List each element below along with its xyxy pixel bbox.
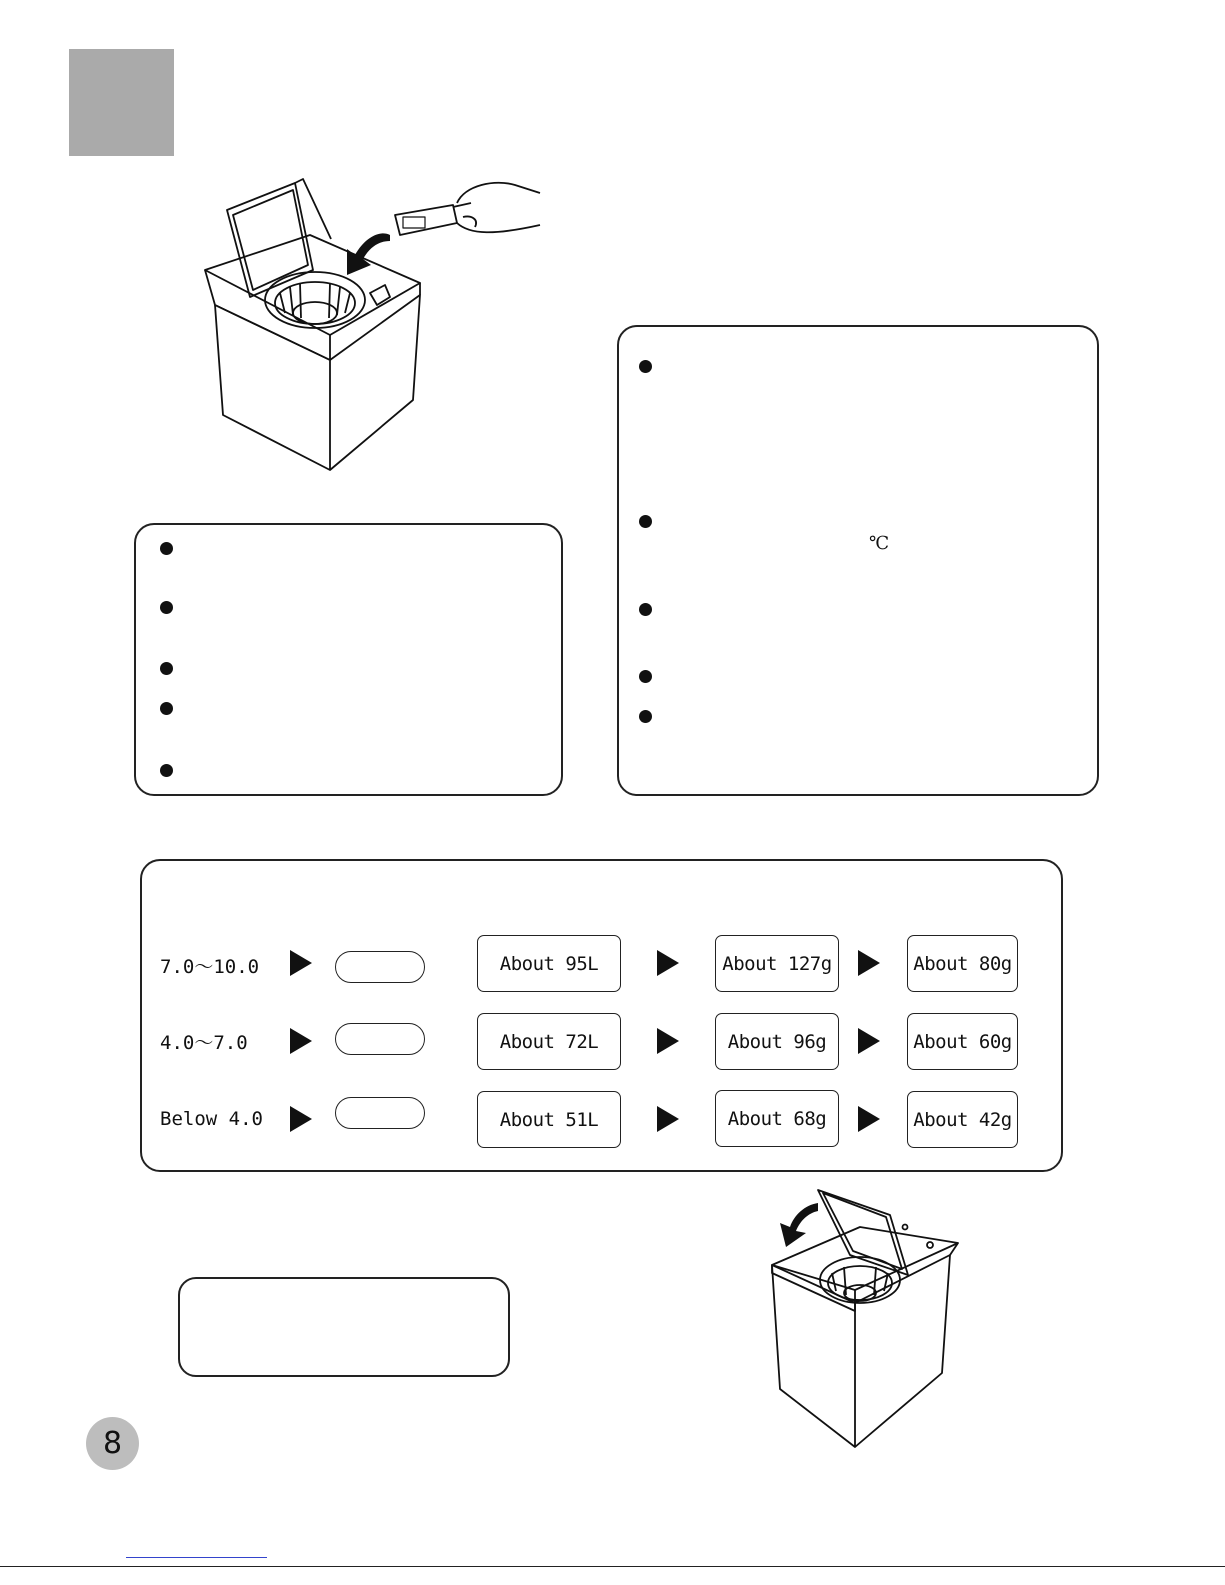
temperature-unit: ℃: [869, 533, 890, 554]
washer-adding-detergent-illustration: [195, 175, 545, 475]
water-volume-cell: About 51L: [477, 1091, 621, 1148]
bullet-3: [639, 603, 652, 616]
arrow-right-icon: [290, 1028, 312, 1054]
water-level-pill: [335, 1023, 425, 1055]
bottom-note-panel: [178, 1277, 510, 1377]
water-level-pill: [335, 1097, 425, 1129]
hardness-value: 4.0～7.0: [160, 1032, 248, 1054]
arrow-right-icon: [858, 1106, 880, 1132]
bullet-4: [160, 702, 173, 715]
arrow-right-icon: [858, 1028, 880, 1054]
water-volume-cell: About 72L: [477, 1013, 621, 1070]
hardness-value: Below 4.0: [160, 1108, 263, 1130]
bullet-1: [639, 360, 652, 373]
washer-closing-lid-illustration: [760, 1175, 970, 1455]
bullet-3: [160, 662, 173, 675]
bullet-5: [639, 710, 652, 723]
arrow-right-icon: [858, 950, 880, 976]
detergent-amount-cell: About 68g: [715, 1090, 839, 1147]
footer-link-underline: [126, 1557, 267, 1558]
softener-amount-cell: About 80g: [907, 935, 1018, 992]
detergent-amount-cell: About 127g: [715, 935, 839, 992]
footer-rule: [0, 1566, 1225, 1567]
arrow-right-icon: [657, 1106, 679, 1132]
bullet-5: [160, 764, 173, 777]
detergent-amount-cell: About 96g: [715, 1013, 839, 1070]
bullet-4: [639, 670, 652, 683]
arrow-right-icon: [657, 1028, 679, 1054]
left-notes-panel: [134, 523, 563, 796]
hardness-value: 7.0～10.0: [160, 956, 260, 978]
water-volume-cell: About 95L: [477, 935, 621, 992]
water-level-pill: [335, 951, 425, 983]
softener-amount-cell: About 42g: [907, 1091, 1018, 1148]
arrow-right-icon: [657, 950, 679, 976]
softener-amount-cell: About 60g: [907, 1013, 1018, 1070]
bullet-2: [160, 601, 173, 614]
right-notes-panel: [617, 325, 1099, 796]
page-number: 8: [86, 1417, 139, 1470]
bullet-2: [639, 515, 652, 528]
bullet-1: [160, 542, 173, 555]
arrow-right-icon: [290, 1106, 312, 1132]
section-marker: [69, 49, 174, 156]
arrow-right-icon: [290, 950, 312, 976]
